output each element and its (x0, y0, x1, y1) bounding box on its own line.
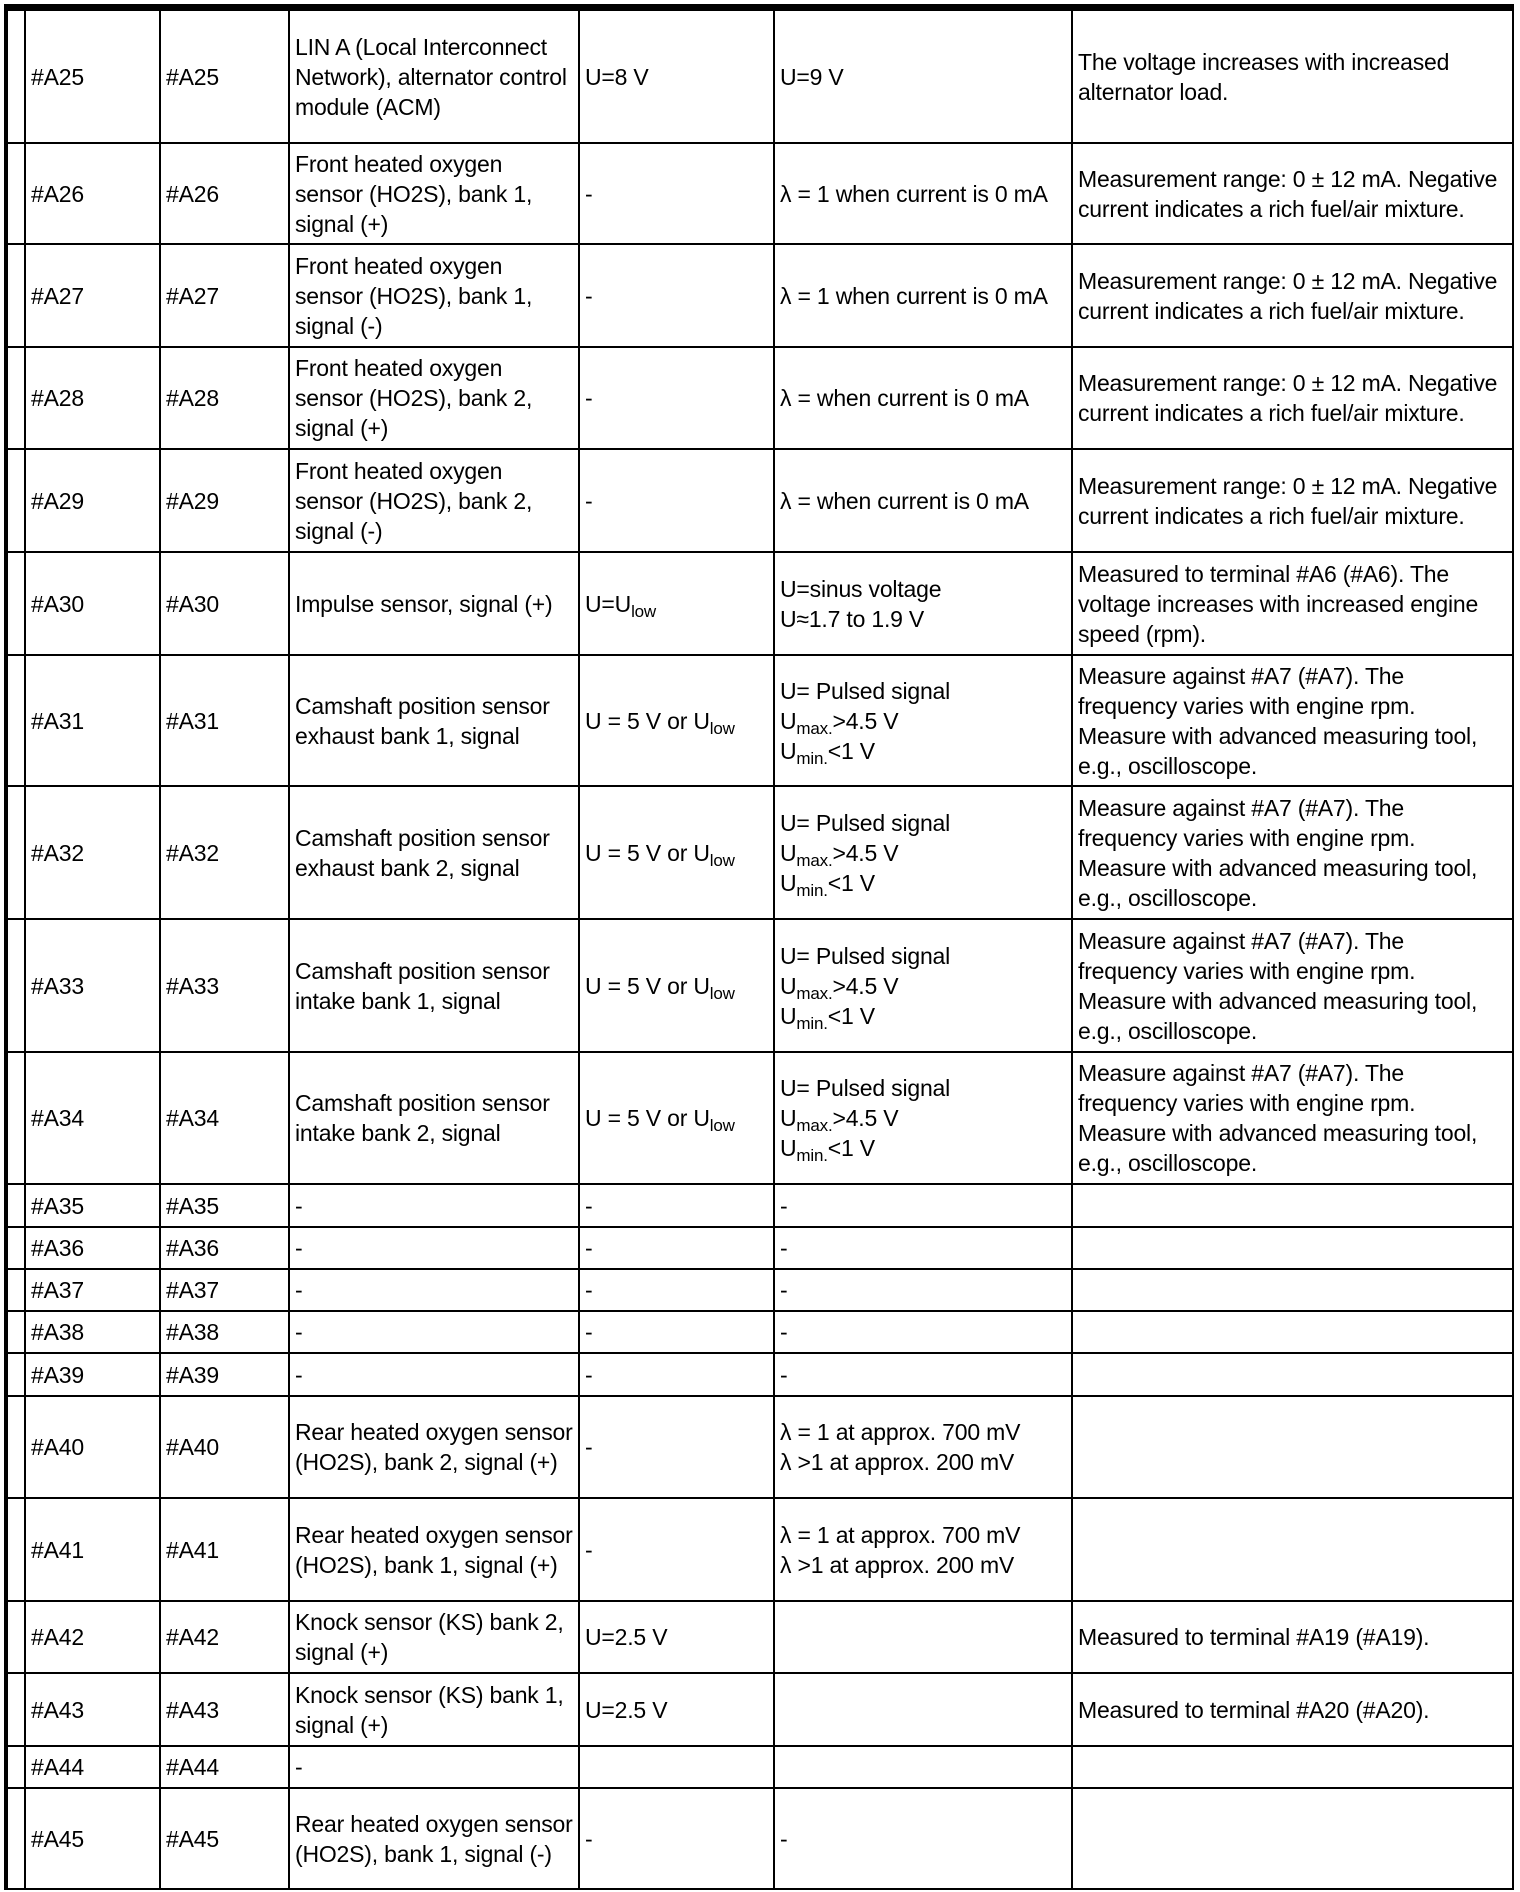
pin-cell: #A41 (25, 1498, 160, 1601)
row-spacer (8, 1052, 25, 1184)
cell-line (780, 1001, 1066, 1031)
cell-line (780, 1191, 1066, 1221)
text-segment: - (585, 1192, 593, 1219)
remark-cell: Measured to terminal #A6 (#A6). The voltage increases with increased engine speed (rpm). (1072, 552, 1513, 655)
cell-line (780, 1447, 1066, 1477)
pin-cell: #A33 (25, 919, 160, 1052)
text-segment: U=8 V (585, 63, 649, 90)
text-segment: - (585, 282, 593, 309)
text-segment: λ = 1 at approx. 700 mV (780, 1521, 1021, 1548)
text-segment: - (585, 1825, 593, 1852)
remark-cell (1072, 1311, 1513, 1353)
row-spacer (8, 655, 25, 786)
cell-line (585, 62, 768, 92)
cell-line (780, 838, 1066, 868)
text-segment: - (780, 1277, 788, 1303)
text-segment: - (585, 1434, 593, 1460)
description-cell: - (289, 1311, 579, 1353)
cell-line (780, 62, 1066, 92)
table-row (8, 347, 1513, 449)
subscript: low (709, 1116, 735, 1135)
description-cell: LIN A (Local Interconnect Network), alternator control module (ACM) (289, 10, 579, 143)
subscript: min. (796, 880, 828, 900)
cell-line (585, 1432, 768, 1462)
row-spacer (8, 347, 25, 449)
table-row (8, 919, 1513, 1052)
pin-alt-cell: #A25 (160, 10, 289, 143)
cell-line (780, 1317, 1066, 1347)
description-cell: Camshaft position sensor exhaust bank 1, signal (289, 655, 579, 786)
pin-alt-cell: #A41 (160, 1498, 289, 1601)
description-cell: - (289, 1746, 579, 1788)
text-segment: U (780, 1105, 797, 1131)
cell-line (585, 838, 768, 868)
remark-cell (1072, 1269, 1513, 1311)
text-segment: U (780, 839, 797, 866)
measured-value-cell (774, 1269, 1072, 1311)
table-row (8, 1396, 1513, 1498)
cell-line (780, 383, 1066, 413)
text-segment: U (780, 869, 797, 896)
table-row (8, 552, 1513, 655)
description-cell: Front heated oxygen sensor (HO2S), bank 1, signal (-) (289, 244, 579, 347)
row-spacer (8, 1746, 25, 1788)
subscript: low (709, 850, 735, 870)
text-segment: U = 5 V or U (585, 707, 710, 734)
text-segment: U≈1.7 to 1.9 V (780, 605, 925, 632)
description-cell: Camshaft position sensor exhaust bank 2, signal (289, 786, 579, 919)
table-row (8, 1673, 1513, 1746)
measured-value-cell (774, 552, 1072, 655)
text-segment: - (585, 1361, 593, 1388)
pin-cell: #A27 (25, 244, 160, 347)
cell-line (780, 1233, 1066, 1263)
pin-cell: #A35 (25, 1184, 160, 1227)
measured-value-cell (774, 1601, 1072, 1673)
nominal-value-cell (579, 1498, 774, 1601)
pin-cell: #A25 (25, 10, 160, 143)
pin-cell: #A34 (25, 1052, 160, 1184)
text-segment: - (585, 1235, 593, 1261)
remark-cell (1072, 1396, 1513, 1498)
cell-line (585, 1360, 768, 1390)
nominal-value-cell (579, 786, 774, 919)
table-row (8, 1746, 1513, 1788)
row-spacer (8, 1601, 25, 1673)
description-cell: Knock sensor (KS) bank 1, signal (+) (289, 1673, 579, 1746)
subscript: low (709, 983, 735, 1003)
remark-cell: Measurement range: 0 ± 12 mA. Negative current indicates a rich fuel/air mixture. (1072, 244, 1513, 347)
cell-line (585, 1317, 768, 1347)
pin-alt-cell: #A33 (160, 919, 289, 1052)
text-segment: U=9 V (780, 63, 844, 90)
row-spacer (8, 1353, 25, 1396)
text-segment: >4.5 V (832, 707, 899, 734)
text-segment: U=2.5 V (585, 1624, 668, 1650)
table-row (8, 655, 1513, 786)
remark-cell: Measure against #A7 (#A7). The frequency varies with engine rpm. Measure with advanced measuring tool, e.g., oscilloscope. (1072, 919, 1513, 1052)
subscript: max. (796, 1116, 833, 1135)
text-segment: - (780, 1361, 788, 1388)
pin-alt-cell: #A30 (160, 552, 289, 655)
subscript: low (631, 601, 656, 621)
nominal-value-cell (579, 347, 774, 449)
measured-value-cell (774, 1227, 1072, 1269)
cell-line (780, 1103, 1066, 1133)
cell-line (780, 808, 1066, 838)
nominal-value-cell (579, 1227, 774, 1269)
description-cell: - (289, 1184, 579, 1227)
terminal-table (8, 9, 1514, 1890)
row-spacer (8, 786, 25, 919)
text-segment: U=sinus voltage (780, 575, 942, 602)
description-cell: Impulse sensor, signal (+) (289, 552, 579, 655)
measured-value-cell (774, 655, 1072, 786)
measured-value-cell (774, 919, 1072, 1052)
remark-cell: Measure against #A7 (#A7). The frequency varies with engine rpm. Measure with advanced measuring tool, e.g., oscilloscope. (1072, 655, 1513, 786)
remark-cell: Measured to terminal #A20 (#A20). (1072, 1673, 1513, 1746)
text-segment: - (585, 1277, 593, 1303)
cell-line (780, 868, 1066, 898)
cell-line (780, 1133, 1066, 1163)
text-segment: U (780, 972, 797, 999)
table-row (8, 449, 1513, 552)
pin-alt-cell: #A32 (160, 786, 289, 919)
table-body (8, 10, 1513, 1889)
remark-cell: Measurement range: 0 ± 12 mA. Negative current indicates a rich fuel/air mixture. (1072, 143, 1513, 244)
text-segment: λ = 1 when current is 0 mA (780, 282, 1048, 309)
table-row (8, 143, 1513, 244)
nominal-value-cell (579, 1396, 774, 1498)
pin-cell: #A40 (25, 1396, 160, 1498)
cell-line (585, 1535, 768, 1565)
pin-alt-cell: #A38 (160, 1311, 289, 1353)
cell-line (585, 1233, 768, 1263)
nominal-value-cell (579, 1788, 774, 1889)
text-segment: U (780, 707, 797, 734)
nominal-value-cell (579, 244, 774, 347)
nominal-value-cell (579, 1311, 774, 1353)
subscript: min. (796, 1146, 828, 1165)
row-spacer (8, 1498, 25, 1601)
remark-cell (1072, 1227, 1513, 1269)
row-spacer (8, 244, 25, 347)
description-cell: Camshaft position sensor intake bank 1, signal (289, 919, 579, 1052)
text-segment: - (780, 1319, 788, 1345)
pin-cell: #A38 (25, 1311, 160, 1353)
text-segment: U (780, 1002, 797, 1029)
pin-alt-cell: #A45 (160, 1788, 289, 1889)
remark-cell (1072, 1184, 1513, 1227)
table-row (8, 1052, 1513, 1184)
text-segment: U= Pulsed signal (780, 677, 951, 704)
pin-alt-cell: #A29 (160, 449, 289, 552)
pin-cell: #A29 (25, 449, 160, 552)
text-segment: >4.5 V (832, 1105, 899, 1131)
row-spacer (8, 1788, 25, 1889)
cell-line (585, 281, 768, 311)
measured-value-cell (774, 1498, 1072, 1601)
text-segment: λ = 1 at approx. 700 mV (780, 1419, 1021, 1445)
pin-cell: #A26 (25, 143, 160, 244)
pin-alt-cell: #A34 (160, 1052, 289, 1184)
measured-value-cell (774, 244, 1072, 347)
nominal-value-cell (579, 655, 774, 786)
cell-line (585, 1103, 768, 1133)
table-row (8, 1227, 1513, 1269)
row-spacer (8, 10, 25, 143)
cell-line (780, 971, 1066, 1001)
pin-alt-cell: #A37 (160, 1269, 289, 1311)
pin-alt-cell: #A40 (160, 1396, 289, 1498)
cell-line (585, 486, 768, 516)
nominal-value-cell (579, 10, 774, 143)
nominal-value-cell (579, 143, 774, 244)
cell-line (585, 706, 768, 736)
description-cell: Knock sensor (KS) bank 2, signal (+) (289, 1601, 579, 1673)
text-segment: λ >1 at approx. 200 mV (780, 1449, 1015, 1475)
text-segment: U= Pulsed signal (780, 1075, 951, 1101)
text-segment: - (585, 1319, 593, 1345)
pin-alt-cell: #A27 (160, 244, 289, 347)
cell-line (780, 1520, 1066, 1550)
remark-cell (1072, 1498, 1513, 1601)
text-segment: <1 V (827, 1002, 875, 1029)
pin-alt-cell: #A31 (160, 655, 289, 786)
cell-line (585, 1275, 768, 1305)
cell-line (780, 676, 1066, 706)
pin-alt-cell: #A35 (160, 1184, 289, 1227)
cell-line (780, 1275, 1066, 1305)
row-spacer (8, 1396, 25, 1498)
pin-alt-cell: #A28 (160, 347, 289, 449)
remark-cell: Measurement range: 0 ± 12 mA. Negative current indicates a rich fuel/air mixture. (1072, 449, 1513, 552)
row-spacer (8, 1269, 25, 1311)
nominal-value-cell (579, 449, 774, 552)
text-segment: U (780, 1135, 797, 1161)
cell-line (585, 1824, 768, 1854)
subscript: min. (796, 1013, 828, 1033)
subscript: max. (796, 850, 833, 870)
pin-cell: #A36 (25, 1227, 160, 1269)
description-cell: - (289, 1269, 579, 1311)
description-cell: Rear heated oxygen sensor (HO2S), bank 1, signal (-) (289, 1788, 579, 1889)
pin-cell: #A45 (25, 1788, 160, 1889)
pin-cell: #A43 (25, 1673, 160, 1746)
text-segment: - (585, 487, 593, 514)
text-segment: U = 5 V or U (585, 839, 710, 866)
subscript: max. (796, 718, 833, 738)
cell-line (780, 736, 1066, 766)
remark-cell: Measurement range: 0 ± 12 mA. Negative current indicates a rich fuel/air mixture. (1072, 347, 1513, 449)
subscript: max. (796, 983, 833, 1003)
nominal-value-cell (579, 1052, 774, 1184)
text-segment: λ = 1 when current is 0 mA (780, 180, 1048, 207)
row-spacer (8, 552, 25, 655)
text-segment: U = 5 V or U (585, 1105, 710, 1131)
cell-line (780, 281, 1066, 311)
cell-line (780, 604, 1066, 634)
row-spacer (8, 1673, 25, 1746)
measured-value-cell (774, 1052, 1072, 1184)
description-cell: Front heated oxygen sensor (HO2S), bank 2, signal (+) (289, 347, 579, 449)
nominal-value-cell (579, 1673, 774, 1746)
pin-alt-cell: #A42 (160, 1601, 289, 1673)
cell-line (780, 706, 1066, 736)
pin-cell: #A44 (25, 1746, 160, 1788)
subscript: min. (796, 748, 828, 768)
cell-line (585, 1191, 768, 1221)
row-spacer (8, 143, 25, 244)
row-spacer (8, 1311, 25, 1353)
measured-value-cell (774, 1673, 1072, 1746)
cell-line (585, 1695, 768, 1725)
text-segment: λ = when current is 0 mA (780, 487, 1029, 514)
row-spacer (8, 449, 25, 552)
remark-cell: Measure against #A7 (#A7). The frequency varies with engine rpm. Measure with advanced measuring tool, e.g., oscilloscope. (1072, 786, 1513, 919)
text-segment: >4.5 V (832, 972, 899, 999)
remark-cell: The voltage increases with increased alternator load. (1072, 10, 1513, 143)
text-segment: U = 5 V or U (585, 972, 710, 999)
table-row (8, 1498, 1513, 1601)
nominal-value-cell (579, 919, 774, 1052)
pin-cell: #A37 (25, 1269, 160, 1311)
cell-line (585, 383, 768, 413)
pin-alt-cell: #A43 (160, 1673, 289, 1746)
pin-alt-cell: #A44 (160, 1746, 289, 1788)
table-row (8, 10, 1513, 143)
cell-line (780, 574, 1066, 604)
text-segment: U= Pulsed signal (780, 942, 951, 969)
description-cell: Rear heated oxygen sensor (HO2S), bank 2, signal (+) (289, 1396, 579, 1498)
nominal-value-cell (579, 1601, 774, 1673)
remark-cell (1072, 1746, 1513, 1788)
pin-alt-cell: #A36 (160, 1227, 289, 1269)
subscript: low (709, 718, 735, 738)
measured-value-cell (774, 1184, 1072, 1227)
measured-value-cell (774, 1353, 1072, 1396)
terminal-table-wrapper (4, 4, 1514, 1890)
table-row (8, 1788, 1513, 1889)
remark-cell (1072, 1353, 1513, 1396)
text-segment: - (585, 180, 593, 207)
measured-value-cell (774, 786, 1072, 919)
row-spacer (8, 1227, 25, 1269)
text-segment: >4.5 V (832, 839, 899, 866)
text-segment: <1 V (827, 737, 875, 764)
nominal-value-cell (579, 552, 774, 655)
table-row (8, 1184, 1513, 1227)
text-segment: λ >1 at approx. 200 mV (780, 1551, 1015, 1578)
text-segment: - (585, 385, 593, 411)
text-segment: <1 V (827, 1135, 875, 1161)
measured-value-cell (774, 449, 1072, 552)
pin-cell: #A28 (25, 347, 160, 449)
cell-line (585, 179, 768, 209)
pin-cell: #A42 (25, 1601, 160, 1673)
description-cell: Camshaft position sensor intake bank 2, signal (289, 1052, 579, 1184)
description-cell: Front heated oxygen sensor (HO2S), bank 1, signal (+) (289, 143, 579, 244)
description-cell: Rear heated oxygen sensor (HO2S), bank 1, signal (+) (289, 1498, 579, 1601)
text-segment: U (780, 737, 797, 764)
row-spacer (8, 1184, 25, 1227)
table-row (8, 786, 1513, 919)
cell-line (780, 1550, 1066, 1580)
cell-line (780, 179, 1066, 209)
cell-line (585, 971, 768, 1001)
remark-cell: Measure against #A7 (#A7). The frequency varies with engine rpm. Measure with advanced measuring tool, e.g., oscilloscope. (1072, 1052, 1513, 1184)
measured-value-cell (774, 1396, 1072, 1498)
row-spacer (8, 919, 25, 1052)
table-row (8, 244, 1513, 347)
cell-line (585, 1622, 768, 1652)
pin-cell: #A30 (25, 552, 160, 655)
pin-cell: #A32 (25, 786, 160, 919)
pin-alt-cell: #A26 (160, 143, 289, 244)
measured-value-cell (774, 10, 1072, 143)
pin-alt-cell: #A39 (160, 1353, 289, 1396)
table-row (8, 1353, 1513, 1396)
text-segment: - (585, 1536, 593, 1563)
remark-cell: Measured to terminal #A19 (#A19). (1072, 1601, 1513, 1673)
measured-value-cell (774, 1788, 1072, 1889)
text-segment: U= Pulsed signal (780, 809, 951, 836)
description-cell: - (289, 1353, 579, 1396)
text-segment: - (780, 1192, 788, 1219)
description-cell: - (289, 1227, 579, 1269)
measured-value-cell (774, 347, 1072, 449)
cell-line (780, 1824, 1066, 1854)
table-row (8, 1601, 1513, 1673)
cell-line (780, 1073, 1066, 1103)
cell-line (780, 486, 1066, 516)
pin-cell: #A31 (25, 655, 160, 786)
text-segment: - (780, 1825, 788, 1852)
measured-value-cell (774, 143, 1072, 244)
cell-line (780, 1417, 1066, 1447)
text-segment: λ = when current is 0 mA (780, 385, 1029, 411)
text-segment: <1 V (827, 869, 875, 896)
nominal-value-cell (579, 1353, 774, 1396)
remark-cell (1072, 1788, 1513, 1889)
table-row (8, 1311, 1513, 1353)
measured-value-cell (774, 1746, 1072, 1788)
nominal-value-cell (579, 1269, 774, 1311)
text-segment: - (780, 1235, 788, 1261)
nominal-value-cell (579, 1746, 774, 1788)
cell-line (585, 589, 768, 619)
table-row (8, 1269, 1513, 1311)
text-segment: U=2.5 V (585, 1696, 668, 1723)
description-cell: Front heated oxygen sensor (HO2S), bank 2, signal (-) (289, 449, 579, 552)
measured-value-cell (774, 1311, 1072, 1353)
cell-line (780, 1360, 1066, 1390)
cell-line (780, 941, 1066, 971)
text-segment: U=U (585, 590, 632, 617)
nominal-value-cell (579, 1184, 774, 1227)
pin-cell: #A39 (25, 1353, 160, 1396)
